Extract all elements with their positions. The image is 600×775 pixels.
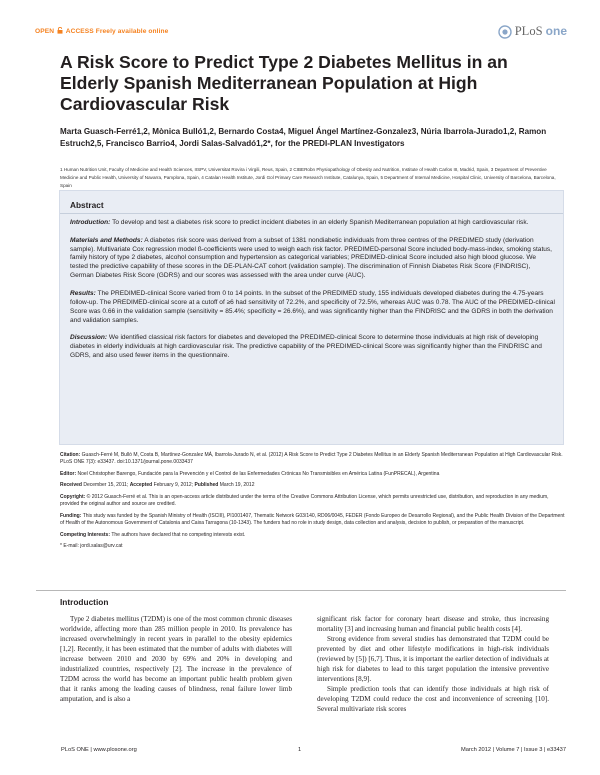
abstract-introduction-text: To develop and test a diabetes risk score to predict incident diabetes in an elderly Spanish Mediterranean population at high cardiovascular risk. bbox=[110, 219, 529, 226]
received-date: December 15, 2011; bbox=[81, 482, 130, 489]
logo-one: one bbox=[545, 24, 567, 38]
open-label: OPEN bbox=[35, 28, 55, 35]
abstract-discussion-label: Discussion: bbox=[70, 334, 108, 342]
page-number: 1 bbox=[298, 747, 302, 753]
accepted-date: February 9, 2012; bbox=[152, 482, 195, 489]
copyright-text: © 2012 Guasch-Ferré et al. This is an open-access article distributed under the terms of the Creative Commons Attribution License, which permits unrestricted use, distribution, and reproduction in any medium, provided the original author and source are credited. bbox=[60, 494, 549, 508]
footer-issue: March 2012 | Volume 7 | Issue 3 | e33437 bbox=[461, 747, 566, 753]
copyright bbox=[60, 494, 565, 508]
funding-label: Funding: bbox=[60, 512, 82, 519]
article-metadata bbox=[60, 452, 565, 555]
body-paragraph: Type 2 diabetes mellitus (T2DM) is one of the most common chronic diseases worldwide, affecting more than 285 million people in 2010. Its prevalence has increased overwhelmingly in recent years in parallel to the obesity epidemics [1,2]. Recently, it has been estimated that the number of adults with diabetes will increase between 2010 and 2030 by 69% and 20% in developing and industrialized countries, respectively [2]. The increase in the prevalence of T2DM across the world has become an important public health problem given that it ranks among the leading causes of blindness, renal failure lower limb amputation, and is also a bbox=[60, 615, 292, 703]
article-title: A Risk Score to Predict Type 2 Diabetes Mellitus in an Elderly Spanish Mediterranean Population at High Cardiovascular Risk bbox=[60, 52, 508, 114]
open-access-banner bbox=[35, 27, 168, 35]
corresponding-email[interactable]: * E-mail: jordi.salas@urv.cat bbox=[60, 543, 123, 550]
body-paragraph: Simple prediction tools that can identify those individuals at high risk of developing T2DM could reduce the cost and inconvenience of screening [10]. Several multivariate risk scores bbox=[317, 685, 549, 713]
citation-label: Citation: bbox=[60, 452, 81, 458]
body-column-right bbox=[317, 614, 549, 714]
competing-label: Competing Interests: bbox=[60, 531, 111, 538]
competing-interests bbox=[60, 532, 565, 539]
open-access-lock-icon bbox=[57, 27, 63, 34]
abstract-introduction-label: Introduction: bbox=[70, 219, 111, 226]
copyright-label: Copyright: bbox=[60, 494, 86, 501]
published-label: Published bbox=[194, 482, 219, 489]
abstract-results-label: Results: bbox=[70, 289, 96, 297]
author-list: Marta Guasch-Ferré1,2, Mònica Bulló1,2, Bernardo Costa4, Miguel Ángel Martínez-Gonzalez3, Núria Ibarrola-Jurado1,2, Ramon Estruch2,5, Francisco Barrio4, Jordi Salas-Salvadó1,2*, for the PREDI-PLAN Investigators bbox=[60, 127, 547, 148]
published-date: March 19, 2012 bbox=[218, 482, 255, 489]
page-footer bbox=[36, 747, 566, 759]
abstract-results bbox=[70, 290, 555, 326]
access-label: ACCESS bbox=[65, 28, 94, 35]
abstract-body bbox=[70, 219, 555, 370]
body-paragraph: significant risk factor for coronary heart disease and stroke, thus increasing mortality [3] and increasing human and financial public health costs [4]. bbox=[317, 615, 549, 633]
logo-plos: PLoS bbox=[514, 24, 543, 38]
editor bbox=[60, 471, 565, 478]
freely-available-label: Freely available online bbox=[95, 28, 169, 35]
abstract-discussion bbox=[70, 334, 555, 361]
abstract-divider bbox=[60, 213, 563, 214]
citation-text: Guasch-Ferré M, Bulló M, Costa B, Martínez-Gonzalez MÁ, Ibarrola-Jurado N, et al. (2012) A Risk Score to Predict Type 2 Diabetes Mellitus in an Elderly Spanish Mediterranean Population at High Cardiovascular Risk. PLoS ONE 7(3): e33437. doi:10.1371/journal.pone.0033437 bbox=[60, 452, 563, 466]
page-header bbox=[35, 24, 567, 46]
section-divider bbox=[36, 590, 566, 591]
abstract-results-text: The PREDIMED-clinical Score varied from 0 to 14 points. In the subset of the PREDIMED study, 155 individuals developed diabetes during the 4.75-years follow-up. The PREDIMED-clinical score at a cutoff of ≥6 had sensitivity of 72.2%, and specificity of 72.5%, whereas AUC was 0.78. The AUC of the PREDIMED-clinical Score was 0.66 in the validation sample (sensitivity = 85.4%; specificity = 26.6%), and was significantly higher than the FINDRISC and the GDRS in both the derivation and validation samples. bbox=[70, 289, 556, 324]
abstract-discussion-text: We identified classical risk factors for diabetes and developed the PREDIMED-clinical Score to determine those individuals at high risk of developing diabetes in elderly individuals at high cardiovascular risk. The predictive capability of the PREDIMED-clinical Score was significantly higher than the FINDRISC and GDRS, and also used fewer items in the questionnaire. bbox=[70, 334, 542, 360]
abstract-methods-label: Materials and Methods: bbox=[70, 236, 143, 244]
abstract-box bbox=[59, 190, 564, 445]
abstract-methods bbox=[70, 237, 555, 282]
footer-journal[interactable]: PLoS ONE | www.plosone.org bbox=[61, 747, 137, 753]
plos-logo-icon bbox=[498, 25, 512, 39]
dates bbox=[60, 482, 565, 489]
introduction-heading: Introduction bbox=[60, 597, 109, 607]
editor-text: Noel Christopher Barengo, Fundación para la Prevención y el Control de las Enfermedades Crónicas No Transmisibles en América Latina (FunPRECAL), Argentina bbox=[76, 470, 440, 477]
funding-text: This study was funded by the Spanish Ministry of Health (ISCIII), PI1001407, Thematic Network G03/140, RD06/0045, FEDER (Fondo Europeo de Desarrollo Regional), and the Public Health Division of the Department of Health of the Autonomous Government of Catalonia and Caixa Tarragona (10-1343). The funders had no role in study design, data collection and analysis, decision to publish, or preparation of the manuscript. bbox=[60, 512, 565, 527]
body-column-left bbox=[60, 614, 292, 704]
accepted-label: Accepted bbox=[129, 482, 153, 489]
plos-one-logo bbox=[498, 24, 567, 39]
abstract-methods-text: A diabetes risk score was derived from a subset of 1381 nondiabetic individuals from three centres of the PREDIMED study (derivation sample). Multivariate Cox regression model ß-coefficients were used to weigh each risk factor. PREDIMED-personal Score included body-mass-index, smoking status, family history of type 2 diabetes, alcohol consumption and hypertension as categorical variables; PREDIMED-clinical Score included also high blood glucose. We tested the predictive capability of these scores in the DE-PLAN-CAT cohort (validation sample). The discrimination of Finnish Diabetes Risk Score (FINDRISC), German Diabetes Risk Score (GDRS) and our scores was assessed with the area under curve (AUC). bbox=[70, 236, 553, 280]
affiliations: 1 Human Nutrition Unit, Faculty of Medicine and Health Sciences, IISPV, Universitat Rovira i Virgili, Reus, Spain, 2 CIBERobn Physiopathology of Obesity and Nutrition, Institute of Health Carlos III, Madrid, Spain, 3 Department of Preventive Medicine and Public Health, University of Navarra, Pamplona, Spain, 4 Catalan Health Institute, Jordi Gol Primary Care Research Institute, Catalunya, Spain, 5 Department of Internal Medicine, Hospital Clinic, University of Barcelona, Barcelona, Spain bbox=[60, 167, 556, 188]
editor-label: Editor: bbox=[60, 470, 77, 477]
abstract-introduction bbox=[70, 219, 555, 228]
received-label: Received bbox=[60, 482, 82, 489]
citation bbox=[60, 452, 565, 466]
competing-text: The authors have declared that no competing interests exist. bbox=[110, 531, 246, 538]
body-paragraph: Strong evidence from several studies has demonstrated that T2DM could be prevented by diet and other lifestyle modifications in high-risk individuals (reviewed by [5]) [6,7]. Thus, it is important the earlier detection of individuals at high risk for diabetes to lead to this target population the intensive preventive interventions [8,9]. bbox=[317, 635, 549, 683]
funding bbox=[60, 513, 565, 527]
abstract-heading: Abstract bbox=[70, 200, 104, 210]
